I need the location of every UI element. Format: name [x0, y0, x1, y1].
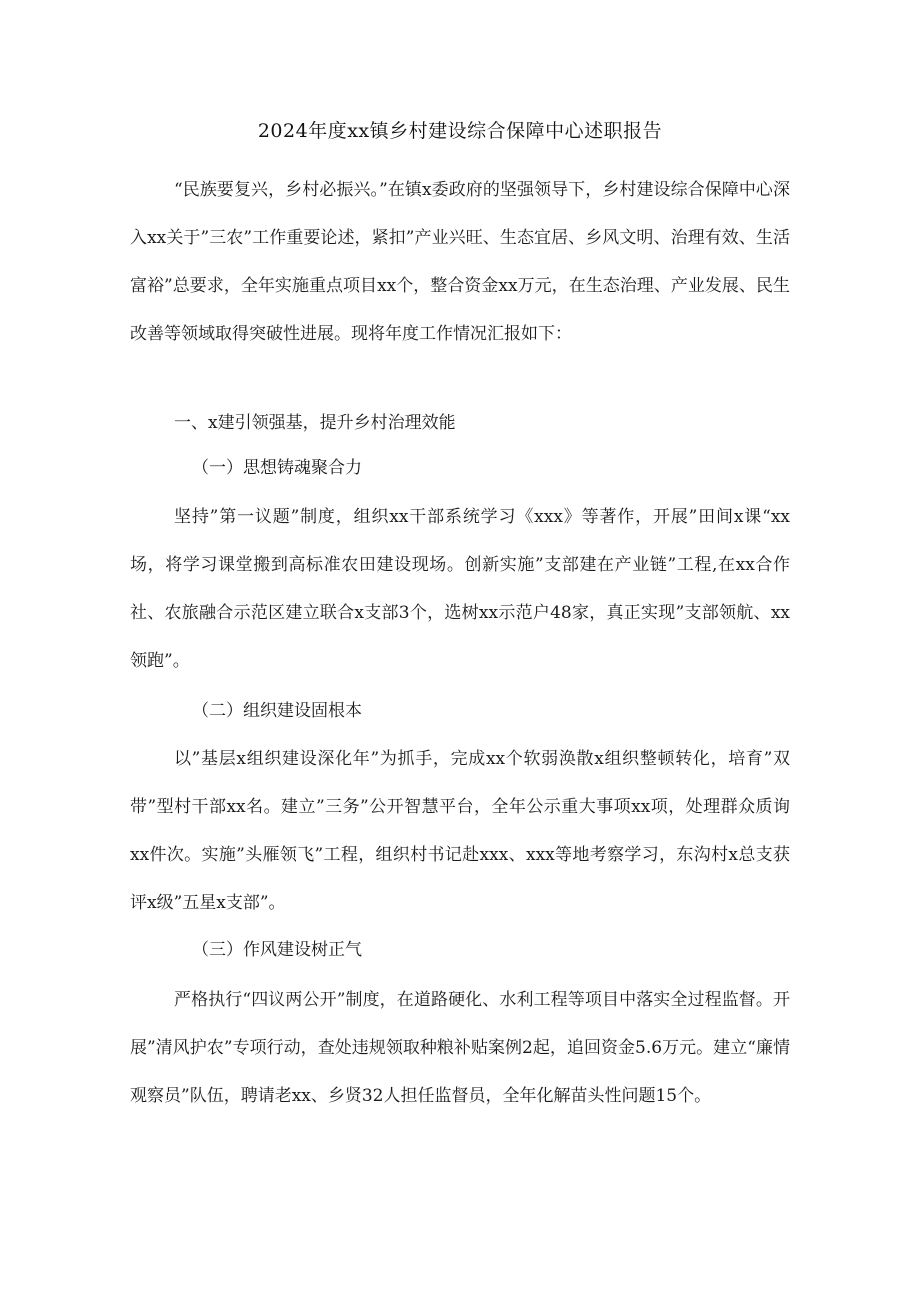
subsection-heading-2: （二）组织建设固根本: [192, 701, 362, 721]
subsection-heading-3: （三）作风建设树正气: [192, 940, 362, 960]
subsection-paragraph-2: 以”基层x组织建设深化年”为抓手，完成xx个软弱涣散x组织整顿转化，培育”双带”型村干部xx名。建立”三务”公开智慧平台，全年公示重大事项xx项，处理群众质询xx件次。实施”头雁领飞”工程，组织村书记赴xxx、xxx等地考察学习，东沟村x总支获评x级”五星x支部”。: [130, 749, 790, 913]
section-heading-1: 一、x建引领强基，提升乡村治理效能: [174, 413, 456, 433]
document-title: 2024年度xx镇乡村建设综合保障中心述职报告: [257, 120, 663, 142]
subsection-heading-1: （一）思想铸魂聚合力: [192, 458, 362, 478]
intro-paragraph: “民族要复兴，乡村必振兴。”在镇x委政府的坚强领导下，乡村建设综合保障中心深入xx关于”三农”工作重要论述，紧扣”产业兴旺、生态宜居、乡风文明、治理有效、生活富裕”总要求，全年实施重点项目xx个，整合资金xx万元，在生态治理、产业发展、民生改善等领域取得突破性进展。现将年度工作情况汇报如下：: [130, 180, 790, 344]
subsection-paragraph-1: 坚持”第一议题”制度，组织xx干部系统学习《xxx》等著作，开展”田间x课“xx场，将学习课堂搬到高标准农田建设现场。创新实施”支部建在产业链”工程,在xx合作社、农旅融合示范区建立联合x支部3个，选树xx示范户48家，真正实现”支部领航、xx领跑”。: [130, 507, 790, 671]
subsection-paragraph-3: 严格执行“四议两公开”制度，在道路硬化、水利工程等项目中落实全过程监督。开展”清风护农”专项行动，查处违规领取种粮补贴案例2起，追回资金5.6万元。建立“廉情观察员”队伍，聘请老xx、乡贤32人担任监督员，全年化解苗头性问题15个。: [130, 990, 790, 1106]
